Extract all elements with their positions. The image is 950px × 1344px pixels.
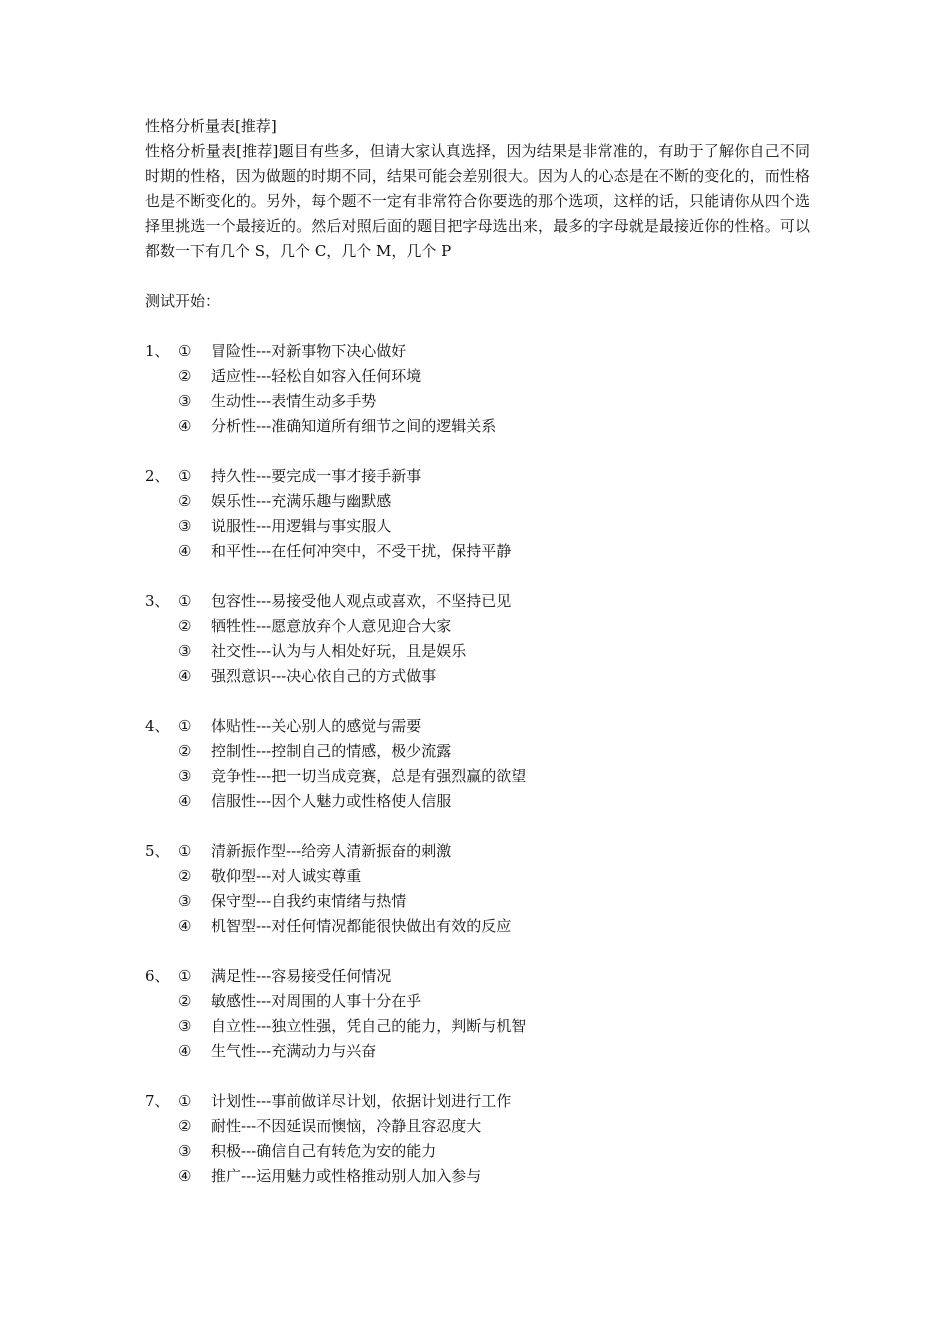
- option-text: 控制性---控制自己的情感，极少流露: [211, 742, 452, 760]
- option-row: [145, 539, 810, 564]
- option-marker: ①: [178, 1092, 192, 1110]
- option-text: 自立性---独立性强，凭自己的能力，判断与机智: [211, 1017, 527, 1035]
- question-number: [145, 789, 178, 814]
- option-row: [145, 414, 810, 439]
- question-item: [145, 339, 810, 439]
- option-marker: ①: [178, 717, 192, 735]
- question-number: [145, 664, 178, 689]
- document-title: 性格分析量表[推荐]: [145, 117, 277, 135]
- option-text: 说服性---用逻辑与事实服人: [211, 517, 392, 535]
- option-text: 娱乐性---充满乐趣与幽默感: [211, 492, 392, 510]
- option-row: [145, 489, 810, 514]
- question-number: [145, 414, 178, 439]
- option-marker: ①: [178, 592, 192, 610]
- option-marker: ②: [178, 992, 192, 1010]
- question-number: [145, 364, 178, 389]
- option-row: [145, 1089, 810, 1114]
- option-text: 和平性---在任何冲突中，不受干扰，保持平静: [211, 542, 512, 560]
- option-marker: ②: [178, 492, 192, 510]
- option-text: 满足性---容易接受任何情况: [211, 967, 392, 985]
- question-number: 2、: [145, 467, 170, 485]
- question-number: [145, 764, 178, 789]
- option-row: [145, 739, 810, 764]
- option-row: [145, 389, 810, 414]
- option-row: [145, 464, 810, 489]
- option-row: [145, 714, 810, 739]
- option-text: 牺牲性---愿意放弃个人意见迎合大家: [211, 617, 452, 635]
- question-number: [145, 739, 178, 764]
- option-text: 积极---确信自己有转危为安的能力: [211, 1142, 437, 1160]
- option-text: 信服性---因个人魅力或性格使人信服: [211, 792, 452, 810]
- option-text: 社交性---认为与人相处好玩，且是娱乐: [211, 642, 467, 660]
- option-text: 耐性---不因延误而懊恼，冷静且容忍度大: [211, 1117, 482, 1135]
- option-text: 分析性---准确知道所有细节之间的逻辑关系: [211, 417, 497, 435]
- option-marker: ③: [178, 1142, 192, 1160]
- option-text: 计划性---事前做详尽计划，依据计划进行工作: [211, 1092, 512, 1110]
- question-number: 3、: [145, 592, 170, 610]
- option-text: 清新振作型---给旁人清新振奋的刺激: [211, 842, 452, 860]
- start-label: 测试开始：: [145, 292, 221, 310]
- option-marker: ④: [178, 417, 192, 435]
- question-item: [145, 1089, 810, 1189]
- option-row: [145, 889, 810, 914]
- option-row: [145, 839, 810, 864]
- question-number: [145, 514, 178, 539]
- option-row: [145, 1139, 810, 1164]
- option-marker: ②: [178, 367, 192, 385]
- option-marker: ①: [178, 342, 192, 360]
- option-marker: ③: [178, 892, 192, 910]
- option-text: 生动性---表情生动多手势: [211, 392, 377, 410]
- option-marker: ④: [178, 792, 192, 810]
- option-marker: ③: [178, 517, 192, 535]
- option-row: [145, 914, 810, 939]
- option-text: 适应性---轻松自如容入任何环境: [211, 367, 422, 385]
- option-row: [145, 514, 810, 539]
- question-number: [145, 989, 178, 1014]
- option-marker: ①: [178, 967, 192, 985]
- question-number: [145, 1164, 178, 1189]
- intro-paragraph: 性格分析量表[推荐]题目有些多，但请大家认真选择，因为结果是非常准的，有助于了解你自己不同时期的性格，因为做题的时期不同，结果可能会差别很大。因为人的心态是在不断的变化的，而性格也是不断变化的。另外，每个题不一定有非常符合你要选的那个选项，这样的话，只能请你从四个选择里挑选一个最接近的。然后对照后面的题目把字母选出来，最多的字母就是最接近你的性格。可以都数一下有几个 S，几个 C，几个 M，几个 P: [145, 142, 810, 260]
- question-list: [145, 339, 810, 1189]
- question-item: [145, 839, 810, 939]
- option-row: [145, 589, 810, 614]
- question-number: [145, 889, 178, 914]
- option-text: 敬仰型---对人诚实尊重: [211, 867, 362, 885]
- option-row: [145, 789, 810, 814]
- question-number: [145, 914, 178, 939]
- option-text: 敏感性---对周围的人事十分在乎: [211, 992, 422, 1010]
- question-number: [145, 864, 178, 889]
- document-page: [145, 114, 810, 1214]
- question-number: [145, 1039, 178, 1064]
- option-marker: ③: [178, 642, 192, 660]
- option-row: [145, 1014, 810, 1039]
- question-number: 1、: [145, 342, 170, 360]
- option-row: [145, 964, 810, 989]
- option-row: [145, 1114, 810, 1139]
- option-text: 生气性---充满动力与兴奋: [211, 1042, 377, 1060]
- option-marker: ④: [178, 542, 192, 560]
- question-item: [145, 714, 810, 814]
- question-number: [145, 639, 178, 664]
- option-row: [145, 1164, 810, 1189]
- option-marker: ④: [178, 917, 192, 935]
- option-row: [145, 664, 810, 689]
- option-row: [145, 864, 810, 889]
- option-row: [145, 764, 810, 789]
- option-marker: ②: [178, 867, 192, 885]
- question-number: 7、: [145, 1092, 170, 1110]
- option-text: 体贴性---关心别人的感觉与需要: [211, 717, 422, 735]
- option-text: 包容性---易接受他人观点或喜欢，不坚持已见: [211, 592, 512, 610]
- question-number: [145, 1014, 178, 1039]
- option-marker: ③: [178, 392, 192, 410]
- option-row: [145, 339, 810, 364]
- question-number: [145, 614, 178, 639]
- option-marker: ④: [178, 1167, 192, 1185]
- option-marker: ③: [178, 1017, 192, 1035]
- option-text: 持久性---要完成一事才接手新事: [211, 467, 422, 485]
- question-item: [145, 589, 810, 689]
- question-number: 5、: [145, 842, 170, 860]
- option-row: [145, 989, 810, 1014]
- option-marker: ③: [178, 767, 192, 785]
- question-number: [145, 1139, 178, 1164]
- option-marker: ②: [178, 742, 192, 760]
- option-text: 强烈意识---决心依自己的方式做事: [211, 667, 437, 685]
- question-number: [145, 389, 178, 414]
- question-item: [145, 464, 810, 564]
- option-marker: ①: [178, 842, 192, 860]
- option-row: [145, 614, 810, 639]
- option-row: [145, 364, 810, 389]
- option-marker: ④: [178, 1042, 192, 1060]
- option-marker: ①: [178, 467, 192, 485]
- option-marker: ②: [178, 617, 192, 635]
- question-number: [145, 1114, 178, 1139]
- question-item: [145, 964, 810, 1064]
- question-number: [145, 539, 178, 564]
- option-row: [145, 1039, 810, 1064]
- option-text: 竞争性---把一切当成竞赛，总是有强烈赢的欲望: [211, 767, 527, 785]
- question-number: 6、: [145, 967, 170, 985]
- option-text: 推广---运用魅力或性格推动别人加入参与: [211, 1167, 482, 1185]
- question-number: 4、: [145, 717, 170, 735]
- option-row: [145, 639, 810, 664]
- option-text: 冒险性---对新事物下决心做好: [211, 342, 407, 360]
- question-number: [145, 489, 178, 514]
- option-marker: ②: [178, 1117, 192, 1135]
- option-text: 保守型---自我约束情绪与热情: [211, 892, 407, 910]
- option-marker: ④: [178, 667, 192, 685]
- option-text: 机智型---对任何情况都能很快做出有效的反应: [211, 917, 512, 935]
